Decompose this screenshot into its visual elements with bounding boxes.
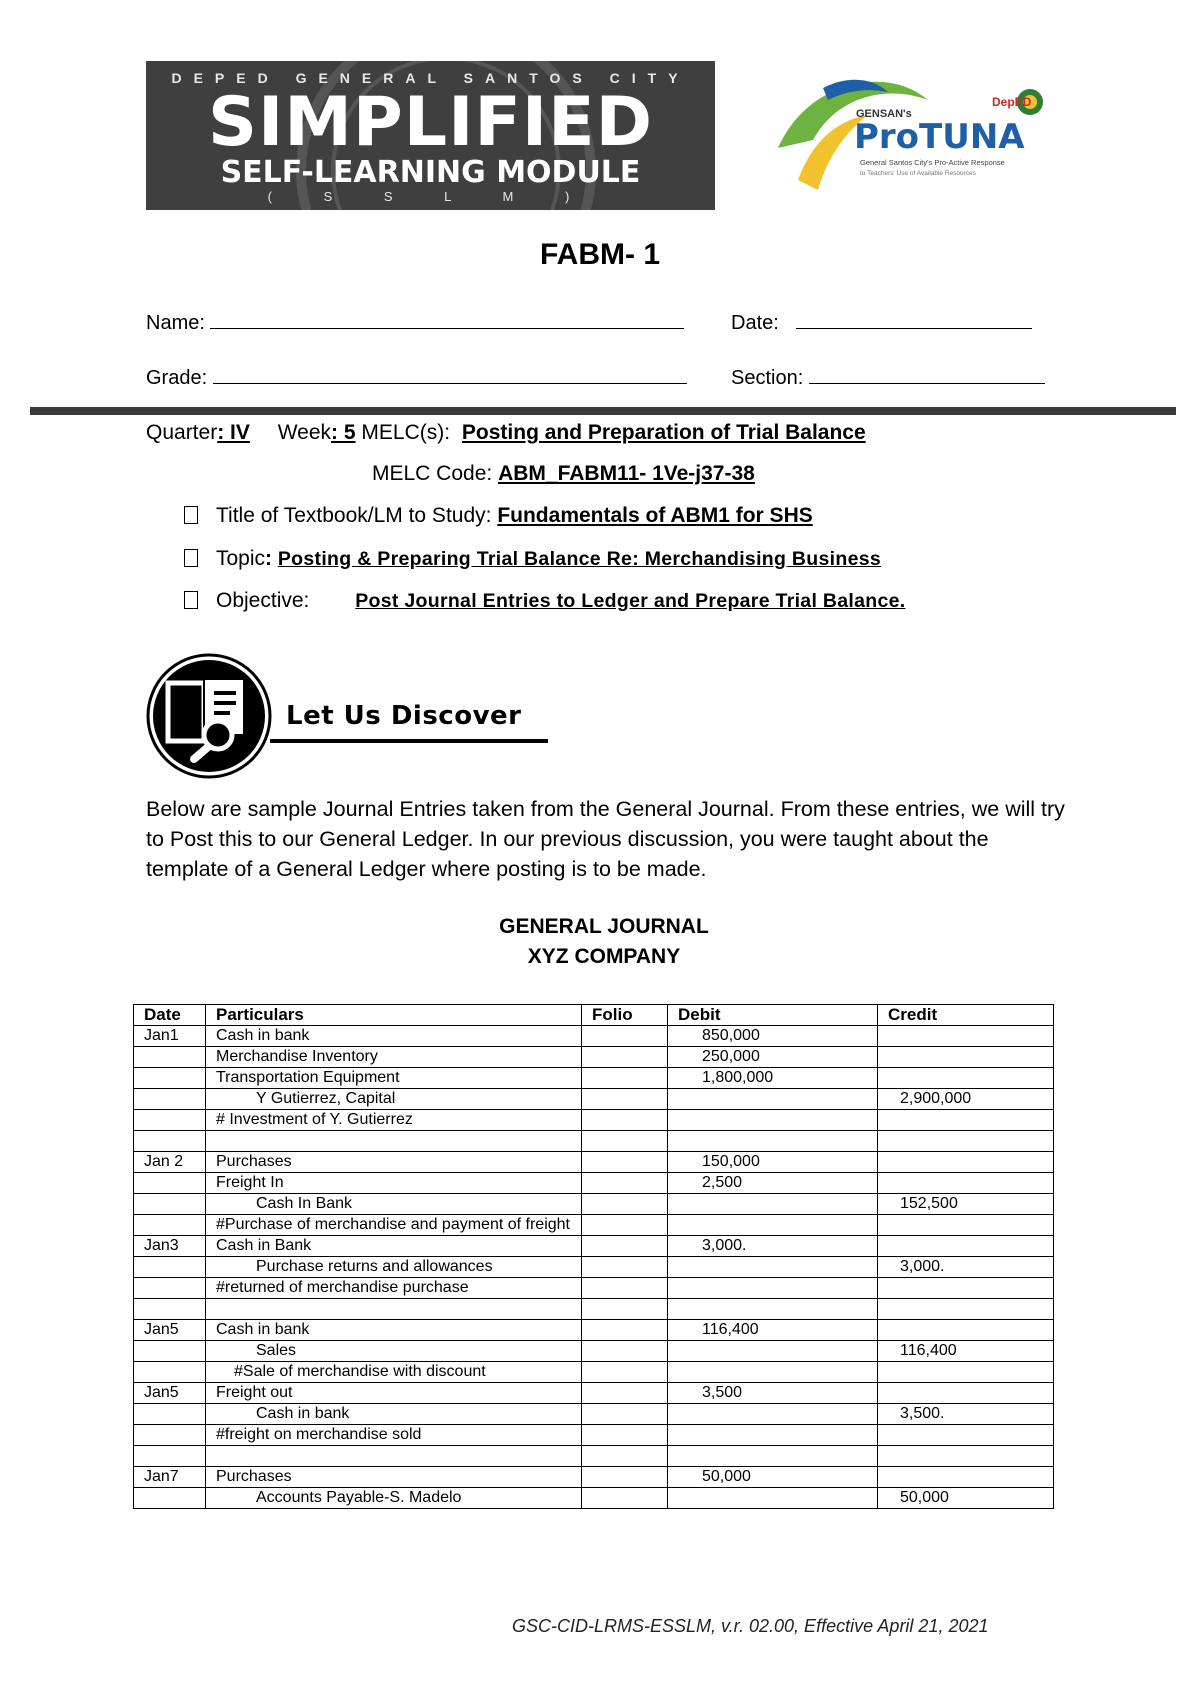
table-row — [134, 1362, 1054, 1383]
melc-code-value: ABM_FABM11- 1Ve-j37-38 — [498, 462, 755, 485]
cell-debit — [668, 1131, 878, 1152]
cell-credit — [878, 1068, 1054, 1089]
cell-credit — [878, 1152, 1054, 1173]
cell-folio — [582, 1299, 668, 1320]
banner-subtitle: SELF-LEARNING MODULE — [220, 155, 641, 190]
cell-credit — [878, 1236, 1054, 1257]
topic-line: Topic: Posting & Preparing Trial Balance Re: Merchandising Business — [184, 547, 881, 571]
cell-debit — [668, 1488, 878, 1509]
cell-credit: 3,500. — [878, 1404, 1054, 1425]
table-row — [134, 1173, 1054, 1194]
table-row — [134, 1236, 1054, 1257]
table-row — [134, 1488, 1054, 1509]
cell-particulars: # Investment of Y. Gutierrez — [206, 1110, 582, 1131]
cell-folio — [582, 1257, 668, 1278]
table-row — [134, 1068, 1054, 1089]
date-label: Date: — [731, 312, 779, 334]
header-particulars: Particulars — [206, 1005, 582, 1026]
cell-debit — [668, 1425, 878, 1446]
cell-debit — [668, 1278, 878, 1299]
banner-title: SIMPLIFIED — [207, 83, 654, 162]
cell-date — [134, 1425, 206, 1446]
cell-date — [134, 1446, 206, 1467]
week-value: : 5 — [331, 421, 356, 444]
cell-credit — [878, 1131, 1054, 1152]
cell-date — [134, 1215, 206, 1236]
cell-debit — [668, 1299, 878, 1320]
cell-date — [134, 1404, 206, 1425]
grade-field[interactable] — [146, 365, 687, 390]
sslm-banner — [146, 61, 715, 210]
cell-folio — [582, 1236, 668, 1257]
objective-line — [184, 589, 905, 613]
topic-value: Posting & Preparing Trial Balance Re: Merchandising Business — [277, 548, 882, 570]
cell-debit — [668, 1194, 878, 1215]
cell-debit: 116,400 — [668, 1320, 878, 1341]
cell-debit — [668, 1341, 878, 1362]
discover-book-magnifier-icon — [146, 653, 272, 779]
cell-debit: 1,800,000 — [668, 1068, 878, 1089]
cell-folio — [582, 1446, 668, 1467]
cell-particulars: Accounts Payable-S. Madelo — [206, 1488, 582, 1509]
table-row — [134, 1383, 1054, 1404]
grade-label: Grade: — [146, 367, 208, 389]
checkbox-icon — [184, 591, 198, 609]
cell-particulars: Merchandise Inventory — [206, 1047, 582, 1068]
cell-credit — [878, 1215, 1054, 1236]
table-row — [134, 1278, 1054, 1299]
table-row — [134, 1446, 1054, 1467]
cell-credit — [878, 1299, 1054, 1320]
cell-credit: 116,400 — [878, 1341, 1054, 1362]
table-row — [134, 1047, 1054, 1068]
cell-credit — [878, 1383, 1054, 1404]
intro-paragraph: Below are sample Journal Entries taken from the General Journal. From these entries, we will try to Post this to our General Ledger. In our previous discussion, you were taught about the template of a General Ledger where posting is to be made. — [146, 797, 1065, 881]
journal-body — [134, 1026, 1054, 1509]
cell-debit — [668, 1215, 878, 1236]
cell-particulars — [206, 1446, 582, 1467]
cell-folio — [582, 1173, 668, 1194]
cell-folio — [582, 1110, 668, 1131]
cell-particulars: #Sale of merchandise with discount — [206, 1362, 582, 1383]
cell-credit — [878, 1467, 1054, 1488]
cell-particulars: #freight on merchandise sold — [206, 1425, 582, 1446]
textbook-value: Fundamentals of ABM1 for SHS — [497, 504, 813, 527]
cell-folio — [582, 1089, 668, 1110]
cell-particulars: #returned of merchandise purchase — [206, 1278, 582, 1299]
cell-credit — [878, 1446, 1054, 1467]
table-row — [134, 1467, 1054, 1488]
cell-folio — [582, 1488, 668, 1509]
table-row — [134, 1299, 1054, 1320]
cell-folio — [582, 1383, 668, 1404]
section-heading-underline — [270, 739, 548, 743]
cell-date — [134, 1362, 206, 1383]
objective-label: Objective: — [216, 589, 310, 612]
cell-folio — [582, 1278, 668, 1299]
header-credit: Credit — [878, 1005, 1054, 1026]
table-header-row — [134, 1005, 1054, 1026]
logo-tagline-1: General Santos City's Pro-Active Response — [860, 158, 1005, 167]
table-row — [134, 1425, 1054, 1446]
cell-date — [134, 1047, 206, 1068]
section-blank[interactable] — [809, 365, 1045, 384]
cell-debit: 250,000 — [668, 1047, 878, 1068]
cell-date: Jan3 — [134, 1236, 206, 1257]
cell-debit — [668, 1362, 878, 1383]
header-debit: Debit — [668, 1005, 878, 1026]
cell-particulars: Freight out — [206, 1383, 582, 1404]
quarter-value: : IV — [217, 421, 250, 444]
cell-date — [134, 1341, 206, 1362]
section-divider — [30, 407, 1176, 415]
cell-folio — [582, 1047, 668, 1068]
grade-blank[interactable] — [213, 365, 687, 384]
melc-label: MELC(s): — [361, 421, 451, 444]
cell-folio — [582, 1194, 668, 1215]
general-journal-table — [133, 1004, 1054, 1509]
quarter-label: Quarter — [146, 421, 218, 444]
cell-debit: 2,500 — [668, 1173, 878, 1194]
table-row — [134, 1026, 1054, 1047]
checkbox-icon — [184, 506, 198, 524]
cell-particulars: Cash In Bank — [206, 1194, 582, 1215]
table-row — [134, 1089, 1054, 1110]
cell-debit: 3,000. — [668, 1236, 878, 1257]
cell-date: Jan7 — [134, 1467, 206, 1488]
cell-debit — [668, 1089, 878, 1110]
cell-particulars: #Purchase of merchandise and payment of freight — [206, 1215, 582, 1236]
cell-folio — [582, 1362, 668, 1383]
logo-brand: ProTUNA — [854, 117, 1025, 157]
melc-value: Posting and Preparation of Trial Balance — [461, 421, 866, 444]
document-footer: GSC-CID-LRMS-ESSLM, v.r. 02.00, Effective April 21, 2021 — [512, 1616, 989, 1636]
cell-credit — [878, 1425, 1054, 1446]
cell-date: Jan5 — [134, 1383, 206, 1404]
cell-particulars: Purchases — [206, 1152, 582, 1173]
table-row — [134, 1257, 1054, 1278]
section-field[interactable] — [731, 365, 1045, 390]
cell-folio — [582, 1152, 668, 1173]
cell-particulars: Cash in bank — [206, 1320, 582, 1341]
melc-code-label: MELC Code: — [372, 462, 493, 485]
section-heading: Let Us Discover — [286, 701, 522, 731]
banner-acronym: ( S S L M ) — [267, 189, 594, 204]
cell-particulars: Y Gutierrez, Capital — [206, 1089, 582, 1110]
table-row — [134, 1194, 1054, 1215]
cell-folio — [582, 1215, 668, 1236]
cell-particulars — [206, 1131, 582, 1152]
cell-credit — [878, 1173, 1054, 1194]
header-date: Date — [134, 1005, 206, 1026]
cell-folio — [582, 1026, 668, 1047]
cell-particulars: Sales — [206, 1341, 582, 1362]
cell-debit — [668, 1404, 878, 1425]
cell-debit: 3,500 — [668, 1383, 878, 1404]
table-row — [134, 1131, 1054, 1152]
name-label: Name: — [146, 312, 205, 334]
name-blank[interactable] — [210, 310, 684, 329]
cell-particulars: Cash in bank — [206, 1404, 582, 1425]
topic-label: Topic — [216, 547, 266, 570]
cell-credit — [878, 1026, 1054, 1047]
cell-debit: 50,000 — [668, 1467, 878, 1488]
cell-date — [134, 1299, 206, 1320]
cell-particulars: Transportation Equipment — [206, 1068, 582, 1089]
cell-folio — [582, 1425, 668, 1446]
cell-credit — [878, 1047, 1054, 1068]
cell-date: Jan 2 — [134, 1152, 206, 1173]
table-row — [134, 1320, 1054, 1341]
cell-debit — [668, 1257, 878, 1278]
quarter-week-melc-line — [146, 421, 866, 445]
cell-credit: 152,500 — [878, 1194, 1054, 1215]
week-label: Week — [277, 421, 332, 444]
objective-value: Post Journal Entries to Ledger and Prepare Trial Balance. — [355, 590, 906, 612]
cell-particulars: Purchase returns and allowances — [206, 1257, 582, 1278]
cell-particulars — [206, 1299, 582, 1320]
cell-debit: 150,000 — [668, 1152, 878, 1173]
cell-folio — [582, 1404, 668, 1425]
banner-division: DEPED GENERAL SANTOS CITY — [171, 70, 690, 86]
date-blank[interactable] — [796, 310, 1032, 329]
cell-credit — [878, 1110, 1054, 1131]
cell-particulars: Purchases — [206, 1467, 582, 1488]
cell-date — [134, 1173, 206, 1194]
table-row — [134, 1404, 1054, 1425]
melc-code-line — [372, 462, 755, 486]
cell-credit — [878, 1278, 1054, 1299]
cell-credit — [878, 1320, 1054, 1341]
cell-date — [134, 1257, 206, 1278]
table-row — [134, 1110, 1054, 1131]
cell-folio — [582, 1341, 668, 1362]
cell-credit: 3,000. — [878, 1257, 1054, 1278]
cell-particulars: Cash in bank — [206, 1026, 582, 1047]
table-row — [134, 1341, 1054, 1362]
textbook-line — [184, 504, 813, 528]
name-field[interactable] — [146, 310, 684, 335]
cell-date — [134, 1131, 206, 1152]
cell-folio — [582, 1068, 668, 1089]
cell-credit — [878, 1362, 1054, 1383]
cell-folio — [582, 1131, 668, 1152]
cell-date: Jan1 — [134, 1026, 206, 1047]
cell-date — [134, 1110, 206, 1131]
cell-debit: 850,000 — [668, 1026, 878, 1047]
protuna-logo — [768, 70, 1058, 200]
cell-date: Jan5 — [134, 1320, 206, 1341]
cell-folio — [582, 1467, 668, 1488]
logo-brand-small: GENSAN's — [856, 108, 912, 120]
cell-date — [134, 1278, 206, 1299]
cell-date — [134, 1068, 206, 1089]
section-label: Section: — [731, 367, 804, 389]
cell-date — [134, 1488, 206, 1509]
cell-date — [134, 1089, 206, 1110]
checkbox-icon — [184, 549, 198, 567]
cell-date — [134, 1194, 206, 1215]
cell-credit: 2,900,000 — [878, 1089, 1054, 1110]
cell-particulars: Cash in Bank — [206, 1236, 582, 1257]
journal-company: XYZ COMPANY — [527, 945, 681, 968]
cell-particulars: Freight In — [206, 1173, 582, 1194]
header-folio: Folio — [582, 1005, 668, 1026]
cell-folio — [582, 1320, 668, 1341]
page-title: FABM- 1 — [540, 238, 660, 271]
logo-tagline-2: to Teachers' Use of Available Resources — [860, 170, 976, 177]
date-field[interactable] — [731, 310, 1032, 335]
cell-debit — [668, 1446, 878, 1467]
logo-deped-text: DepED — [992, 95, 1032, 109]
journal-title: GENERAL JOURNAL — [499, 915, 709, 938]
cell-debit — [668, 1110, 878, 1131]
textbook-label: Title of Textbook/LM to Study: — [216, 504, 492, 527]
table-row — [134, 1215, 1054, 1236]
cell-credit: 50,000 — [878, 1488, 1054, 1509]
table-row — [134, 1152, 1054, 1173]
